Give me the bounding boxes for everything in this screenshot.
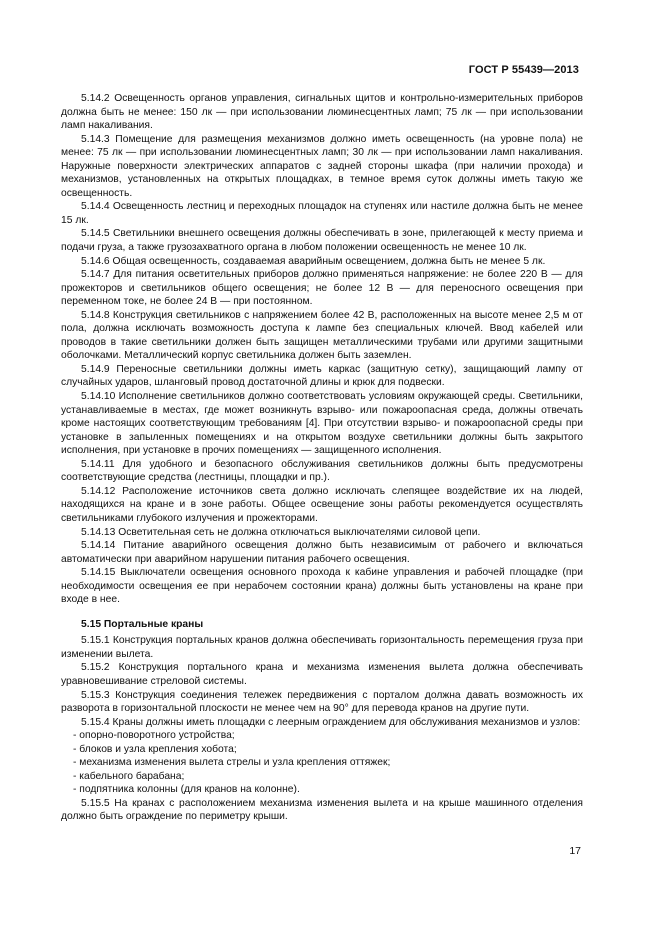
paragraph-5-14-9: 5.14.9 Переносные светильники должны иметь каркас (защитную сетку), защищающий лампу от случайных ударов, шланговый провод достаточной длины и крюк для подвески. xyxy=(61,363,583,389)
list-item: - кабельного барабана; xyxy=(73,770,185,782)
paragraph-5-14-15: 5.14.15 Выключатели освещения основного прохода к кабине управления и рабочей площадке (при необходимости освещения ее при нерабочем состоянии крана) должны быть установлены на кране при входе в нее. xyxy=(61,567,583,606)
list-item: - блоков и узла крепления хобота; xyxy=(73,743,237,755)
paragraph-5-14-12: 5.14.12 Расположение источников света должно исключать слепящее воздействие их на людей, находящихся на кране и в зоне работы. Общее освещение зоны работы рекомендуется осуществлять светильниками глубокого излучения и прожекторами. xyxy=(61,485,583,524)
paragraph-5-14-5: 5.14.5 Светильники внешнего освещения должны обеспечивать в зоне, прилегающей к месту приема и подачи груза, а также грузозахватного органа в любом положении освещенность не менее 10 лк. xyxy=(61,228,583,254)
paragraph-5-14-10: 5.14.10 Исполнение светильников должно соответствовать условиям окружающей среды. Светильники, устанавливаемые в местах, где может возникнуть взрыво- или пожароопасная среда, должны отвечать кроме настоящих соответствующим требованиям [4]. При отсутствии взрыво- и пожароопасной среды при установке в запыленных помещениях и на открытом воздухе светильники должны быть закрытого исполнения, при установке в прочих помещениях — защищенного исполнения. xyxy=(61,391,583,457)
paragraph-5-14-11: 5.14.11 Для удобного и безопасного обслуживания светильников должны быть предусмотрены соответствующие средства (лестницы, площадки и пр.). xyxy=(61,458,583,484)
list-item: - опорно-поворотного устройства; xyxy=(73,730,235,742)
paragraph-5-15-2: 5.15.2 Конструкция портального крана и механизма изменения вылета должна обеспечивать уравновешивание стреловой системы. xyxy=(61,662,583,687)
paragraph-5-14-8: 5.14.8 Конструкция светильников с напряжением более 42 В, расположенных на высоте менее 2,5 м от пола, должна исключать возможность доступа к лампе без специальных ключей. Ввод кабелей или проводов в такие светильники должен быть защищен металлическими трубами или другими защитными оболочками. Металлический корпус светильника должен быть заземлен. xyxy=(61,309,583,362)
list-item: - механизма изменения вылета стрелы и узла крепления оттяжек; xyxy=(73,757,391,769)
paragraph-5-14-7: 5.14.7 Для питания осветительных приборов должно применяться напряжение: не более 220 В — для прожекторов и светильников общего освещения; не более 12 В — для переносного освещения при переменном токе, не более 24 В — при постоянном. xyxy=(61,269,583,308)
paragraph-5-14-4: 5.14.4 Освещенность лестниц и переходных площадок на ступенях или настиле должна быть не менее 15 лк. xyxy=(61,201,583,226)
paragraph-5-15-3: 5.15.3 Конструкция соединения тележек передвижения с порталом должна давать возможность их разворота в горизонтальной плоскости не менее чем на 90° для перевода кранов на другие пути. xyxy=(61,689,583,715)
page-number: 17 xyxy=(569,845,581,857)
document-body xyxy=(61,92,583,824)
paragraph-5-15-1: 5.15.1 Конструкция портальных кранов должна обеспечивать горизонтальность перемещения груза при изменении вылета. xyxy=(61,635,583,660)
page-header-standard-code: ГОСТ Р 55439—2013 xyxy=(468,64,579,76)
paragraph-5-14-3: 5.14.3 Помещение для размещения механизмов должно иметь освещенность (на уровне пола) не менее: 75 лк — при использовании люминесцентных ламп; 30 лк — при использовании ламп накаливания. Наружные поверхности электрических аппаратов с задней стороны шкафа (при наличии прохода) и механизмов, установленных на открытых площадках, в темное время суток должны иметь такую же освещенность. xyxy=(61,133,583,199)
section-heading-5-15: 5.15 Портальные краны xyxy=(81,618,204,630)
paragraph-5-14-13: 5.14.13 Осветительная сеть не должна отключаться выключателями силовой цепи. xyxy=(81,526,481,538)
paragraph-5-14-2: 5.14.2 Освещенность органов управления, сигнальных щитов и контрольно-измерительных приборов должна быть не менее: 150 лк — при использовании люминесцентных ламп; 75 лк — при использовании ламп накаливания. xyxy=(61,93,583,132)
paragraph-5-14-14: 5.14.14 Питание аварийного освещения должно быть независимым от рабочего и включаться автоматически при аварийном нарушении питания рабочего освещения. xyxy=(61,540,583,565)
list-item: - подпятника колонны (для кранов на колонне). xyxy=(73,784,300,796)
paragraph-5-14-6: 5.14.6 Общая освещенность, создаваемая аварийным освещением, должна быть не менее 5 лк. xyxy=(81,255,546,267)
paragraph-5-15-5: 5.15.5 На кранах с расположением механизма изменения вылета и на крыше машинного отделения должно быть ограждение по периметру крыши. xyxy=(61,797,583,823)
paragraph-5-15-4: 5.15.4 Краны должны иметь площадки с леерным ограждением для обслуживания механизмов и узлов: xyxy=(81,716,581,728)
